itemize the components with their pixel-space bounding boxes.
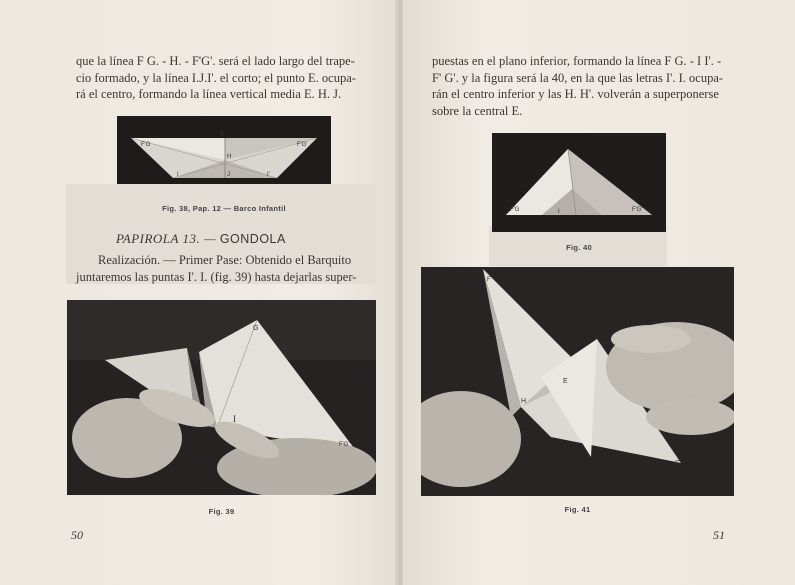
figure-38-photo bbox=[117, 116, 331, 194]
page-number-left: 50 bbox=[71, 528, 83, 542]
right-page bbox=[403, 0, 795, 585]
text-line: puestas en el plano inferior, formando la línea F G. - I I'. - bbox=[432, 54, 722, 68]
fig38-label: H bbox=[227, 154, 232, 160]
left-paragraph-1 bbox=[76, 53, 372, 103]
fig39-caption: Fig. 39 bbox=[208, 507, 235, 516]
fig41-label: E bbox=[563, 378, 568, 385]
fig40-label: I bbox=[558, 209, 560, 215]
fig40-label: F'G' bbox=[632, 207, 643, 213]
triangle-photo-art bbox=[492, 133, 666, 232]
fig41-label: H bbox=[521, 398, 527, 405]
fig40-caption: Fig. 40 bbox=[566, 243, 592, 252]
fig38-label: I bbox=[177, 172, 179, 178]
fig38-label: J bbox=[227, 172, 230, 178]
fig39-label: G bbox=[253, 325, 259, 332]
fig40-label: F'G bbox=[510, 207, 520, 213]
fig38-label: F'G bbox=[141, 142, 151, 148]
text-line: juntaremos las puntas I'. I. (fig. 39) hasta dejarlas super- bbox=[76, 269, 357, 284]
fig41-label: H bbox=[601, 340, 607, 347]
fig41-label: G bbox=[675, 460, 681, 467]
figure-39-photo bbox=[67, 300, 376, 495]
gondola-hands-art bbox=[67, 300, 376, 495]
page-number-right: 51 bbox=[713, 528, 725, 542]
boat-photo-art bbox=[117, 116, 331, 194]
text-line: rá el centro, formando la línea vertical media E. H. J. bbox=[76, 87, 342, 101]
text-line: rán el centro inferior y las H. H'. volverán a superponerse bbox=[432, 87, 719, 101]
gondola-fold-hands-art bbox=[421, 267, 734, 496]
section-heading bbox=[116, 231, 366, 247]
left-page bbox=[0, 0, 397, 585]
text-line: sobre la central E. bbox=[432, 103, 523, 118]
fig39-label: F'G' bbox=[339, 442, 350, 448]
fig41-caption: Fig. 41 bbox=[564, 505, 591, 514]
text-line: F' G'. y la figura será la 40, en la que las letras I'. I. ocupa- bbox=[432, 70, 724, 85]
fig41-label: F bbox=[487, 277, 491, 283]
heading-title: PAPIROLA 13. — bbox=[116, 231, 217, 246]
right-paragraph-1 bbox=[432, 53, 758, 119]
figure-41-photo bbox=[421, 267, 734, 496]
text-line: cio formado, y la línea I.J.I'. el corto; el punto E. ocupa- bbox=[76, 70, 356, 85]
heading-name: GONDOLA bbox=[219, 232, 286, 246]
fig38-caption: Fig. 38, Pap. 12 — Barco Infantil bbox=[162, 204, 286, 213]
fig39-label: I' bbox=[195, 356, 200, 366]
fig38-label: I' bbox=[267, 172, 270, 178]
figure-40-photo bbox=[492, 133, 666, 232]
fig38-label: F'G' bbox=[297, 142, 308, 148]
fig38-label: E bbox=[220, 131, 225, 138]
left-paragraph-2 bbox=[76, 252, 372, 285]
fig39-label: I bbox=[233, 414, 236, 424]
text-line: Realización. — Primer Pase: Obtenido el Barquito bbox=[98, 253, 352, 267]
text-line: que la línea F G. - H. - F'G'. será el lado largo del trape- bbox=[76, 54, 355, 68]
